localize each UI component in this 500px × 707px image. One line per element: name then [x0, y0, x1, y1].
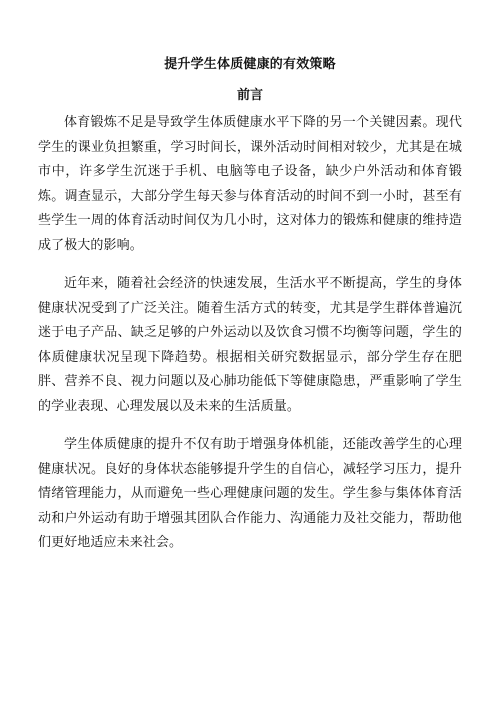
paragraph-3: 学生体质健康的提升不仅有助于增强身体机能，还能改善学生的心理健康状况。良好的身体状态能够提升学生的自信心，减轻学习压力，提升情绪管理能力，从而避免一些心理健康问题的发生。学生参与集体体育活动和户外运动有助于增强其团队合作能力、沟通能力及社交能力，帮助他们更好地适应未来社会。	[38, 437, 462, 550]
paragraph-2: 近年来，随着社会经济的快速发展，生活水平不断提高，学生的身体健康状况受到了广泛关注。随着生活方式的转变，尤其是学生群体普遍沉迷于电子产品、缺乏足够的户外运动以及饮食习惯不均衡等问题，学生的体质健康状况呈现下降趋势。根据相关研究数据显示，部分学生存在肥胖、营养不良、视力问题以及心肺功能低下等健康隐患，严重影响了学生的学业表现、心理发展以及未来的生活质量。	[38, 276, 462, 414]
paragraph-1: 体育锻炼不足是导致学生体质健康水平下降的另一个关键因素。现代学生的课业负担繁重，学习时间长，课外活动时间相对较少，尤其是在城市中，许多学生沉迷于手机、电脑等电子设备，缺少户外活动和体育锻炼。调查显示，大部分学生每天参与体育活动的时间不到一小时，甚至有些学生一周的体育活动时间仅为几小时，这对体力的锻炼和健康的维持造成了极大的影响。	[38, 115, 462, 253]
document-title: 提升学生体质健康的有效策略	[164, 57, 336, 72]
section-heading: 前言	[236, 88, 263, 103]
